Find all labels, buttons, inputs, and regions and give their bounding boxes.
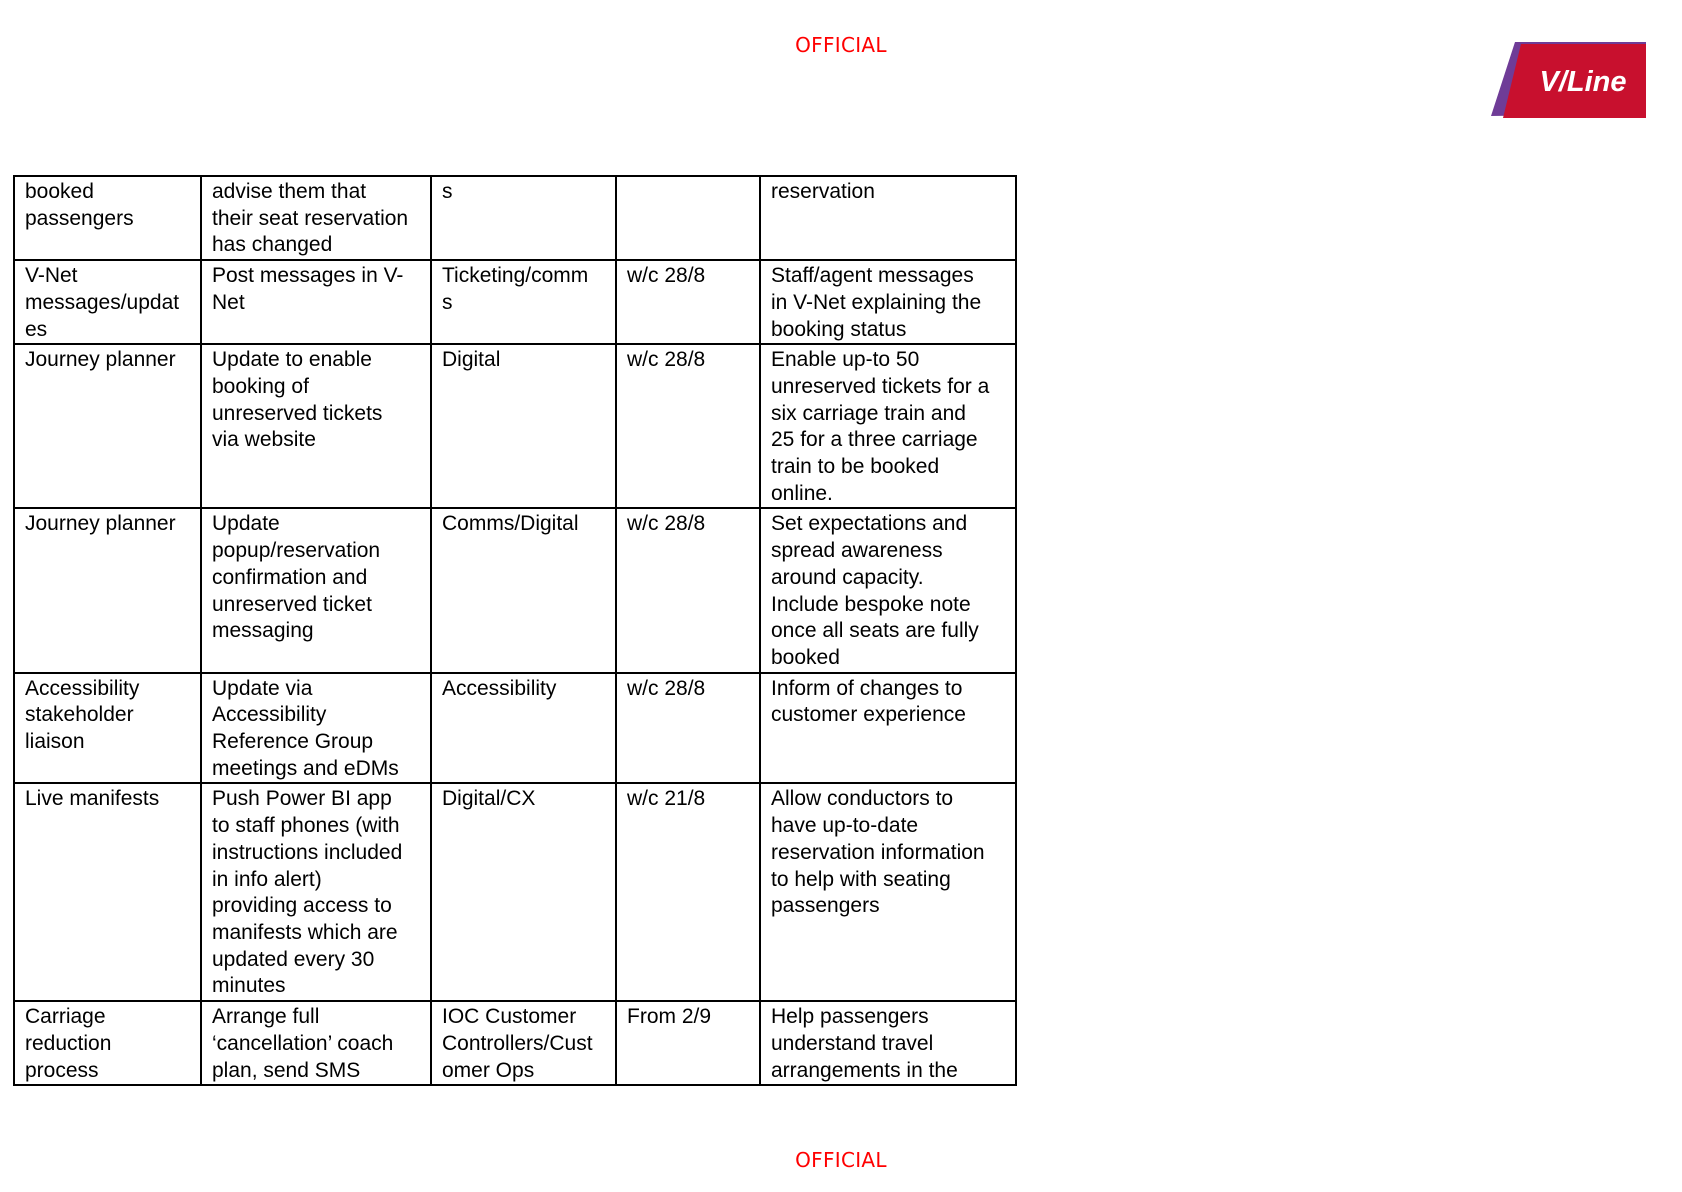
- table-cell: Ticketing/comm s: [431, 260, 616, 344]
- table-cell: Arrange full ‘cancellation’ coach plan, send SMS: [201, 1001, 431, 1085]
- table-cell: w/c 21/8: [616, 783, 760, 1001]
- table-cell: Enable up-to 50 unreserved tickets for a six carriage train and 25 for a three carriage train to be booked online.: [760, 344, 1016, 508]
- table-cell: Digital/CX: [431, 783, 616, 1001]
- table-cell: IOC Customer Controllers/Cust omer Ops: [431, 1001, 616, 1085]
- table-row: [14, 783, 1016, 1001]
- table-cell: w/c 28/8: [616, 508, 760, 672]
- table-row: [14, 508, 1016, 672]
- table-cell: reservation: [760, 176, 1016, 260]
- table-row: [14, 260, 1016, 344]
- table-cell: Accessibility stakeholder liaison: [14, 673, 201, 784]
- table-cell: Accessibility: [431, 673, 616, 784]
- table-cell: [616, 176, 760, 260]
- table-cell: Inform of changes to customer experience: [760, 673, 1016, 784]
- comms-plan-table: [13, 175, 1017, 1086]
- table-row: [14, 673, 1016, 784]
- table-cell: Live manifests: [14, 783, 201, 1001]
- table-row: [14, 176, 1016, 260]
- vline-logo-icon: [1491, 42, 1646, 118]
- table-cell: Staff/agent messages in V-Net explaining the booking status: [760, 260, 1016, 344]
- table-cell: Comms/Digital: [431, 508, 616, 672]
- vline-logo: [1491, 42, 1646, 118]
- table-cell: w/c 28/8: [616, 260, 760, 344]
- table-cell: w/c 28/8: [616, 673, 760, 784]
- classification-header: OFFICIAL: [795, 33, 887, 57]
- table-cell: Update via Accessibility Reference Group meetings and eDMs: [201, 673, 431, 784]
- table-cell: Digital: [431, 344, 616, 508]
- table-cell: Set expectations and spread awareness around capacity. Include bespoke note once all seats are fully booked: [760, 508, 1016, 672]
- table-cell: s: [431, 176, 616, 260]
- table-cell: Update popup/reservation confirmation and unreserved ticket messaging: [201, 508, 431, 672]
- table-cell: Post messages in V- Net: [201, 260, 431, 344]
- table-cell: advise them that their seat reservation has changed: [201, 176, 431, 260]
- table-cell: Journey planner: [14, 508, 201, 672]
- table-cell: From 2/9: [616, 1001, 760, 1085]
- table-cell: V-Net messages/updat es: [14, 260, 201, 344]
- table-row: [14, 1001, 1016, 1085]
- table-cell: w/c 28/8: [616, 344, 760, 508]
- table-cell: Journey planner: [14, 344, 201, 508]
- table-cell: booked passengers: [14, 176, 201, 260]
- table-cell: Allow conductors to have up-to-date reservation information to help with seating passengers: [760, 783, 1016, 1001]
- table-cell: Update to enable booking of unreserved tickets via website: [201, 344, 431, 508]
- classification-footer: OFFICIAL: [795, 1148, 887, 1172]
- table-row: [14, 344, 1016, 508]
- logo-text: V/Line: [1539, 66, 1627, 98]
- table-cell: Carriage reduction process: [14, 1001, 201, 1085]
- table-cell: Help passengers understand travel arrangements in the: [760, 1001, 1016, 1085]
- table-cell: Push Power BI app to staff phones (with instructions included in info alert) providing access to manifests which are updated every 30 minutes: [201, 783, 431, 1001]
